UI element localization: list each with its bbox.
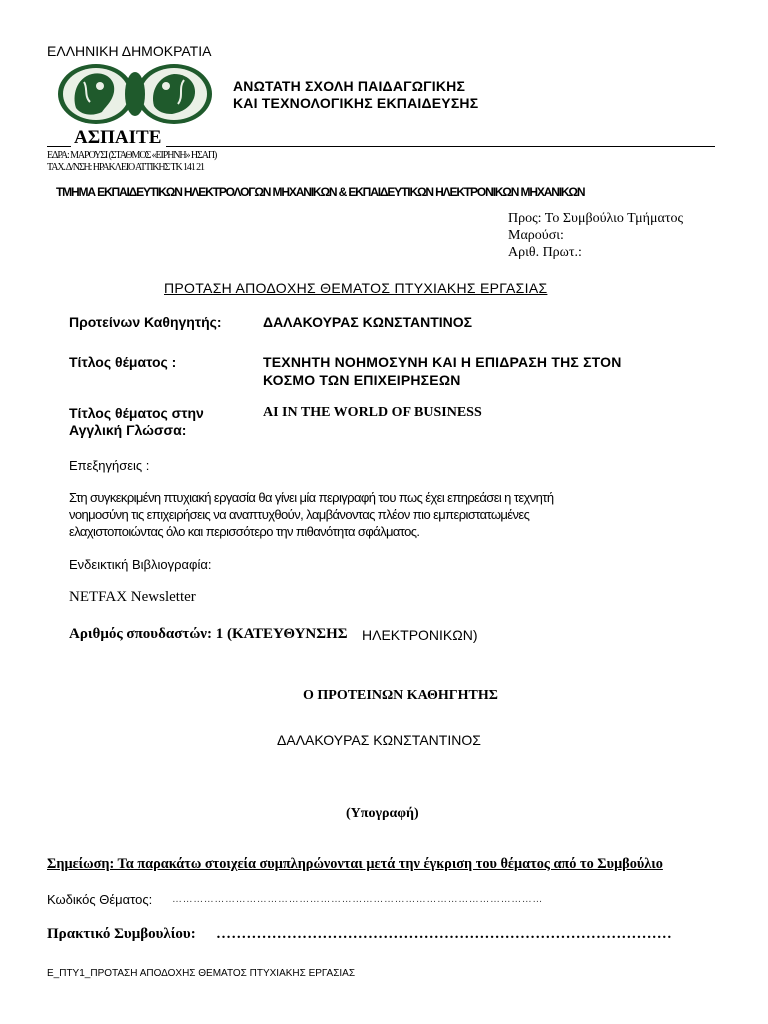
school-acronym: ΑΣΠΑΙΤΕ — [74, 127, 162, 148]
seat-address: ΕΔΡΑ: ΜΑΡΟΥΣΙ (ΣΤΑΘΜΟΣ «ΕΙΡΗΝΗ» ΗΣΑΠ) — [47, 150, 217, 161]
signature-role: Ο ΠΡΟΤΕΙΝΩΝ ΚΑΘΗΓΗΤΗΣ — [303, 688, 498, 703]
document-title: ΠΡΟΤΑΣΗ ΑΠΟΔΟΧΗΣ ΘΕΜΑΤΟΣ ΠΤΥΧΙΑΚΗΣ ΕΡΓΑΣΙΑΣ — [164, 280, 548, 296]
council-minutes-dots: ……………………………………………………………………………… — [216, 926, 672, 942]
protocol-number: Αριθ. Πρωτ.: — [508, 245, 582, 260]
bibliography-label: Ενδεικτική Βιβλιογραφία: — [69, 557, 212, 572]
council-minutes-label: Πρακτικό Συμβουλίου: — [47, 926, 196, 942]
bibliography-item: NETFAX Newsletter — [69, 589, 196, 605]
explanation-line: ελαχιστοποιώντας όλο και περισσότερο την πιθανότητα σφάλματος. — [69, 524, 420, 539]
note-text: Σημείωση: Τα παρακάτω στοιχεία συμπληρώνονται μετά την έγκριση του θέματος από το Συμβούλιο — [47, 856, 663, 872]
students-label: Αριθμός σπουδαστών: 1 (ΚΑΤΕΥΘΥΝΣΗΣ — [69, 626, 348, 642]
recipient-to: Προς: Το Συμβούλιο Τμήματος — [508, 211, 684, 226]
english-title-value: AI IN THE WORLD OF BUSINESS — [263, 405, 482, 420]
recipient-place: Μαρούσι: — [508, 228, 564, 243]
students-specialization: ΗΛΕΚΤΡΟΝΙΚΩΝ) — [362, 627, 478, 643]
footer-code: Ε_ΠΤΥ1_ΠΡΟΤΑΣΗ ΑΠΟΔΟΧΗΣ ΘΕΜΑΤΟΣ ΠΤΥΧΙΑΚΗΣ ΕΡΓΑΣΙΑΣ — [47, 968, 356, 979]
explanations-label: Επεξηγήσεις : — [69, 458, 150, 473]
thesis-title-line1: ΤΕΧΝΗΤΗ ΝΟΗΜΟΣΥΝΗ ΚΑΙ Η ΕΠΙΔΡΑΣΗ ΤΗΣ ΣΤΟΝ — [263, 354, 622, 370]
department-name: ΤΜΗΜΑ ΕΚΠΑΙΔΕΥΤΙΚΩΝ ΗΛΕΚΤΡΟΛΟΓΩΝ ΜΗΧΑΝΙΚΩΝ & ΕΚΠΑΙΔΕΥΤΙΚΩΝ ΗΛΕΚΤΡΟΝΙΚΩΝ ΜΗΧΑΝΙΚΩΝ — [56, 185, 585, 199]
english-title-label-line1: Τίτλος θέματος στην — [69, 405, 204, 421]
professor-label: Προτείνων Καθηγητής: — [69, 314, 222, 330]
signature-label: (Υπογραφή) — [346, 806, 419, 821]
thesis-title-label: Τίτλος θέματος : — [69, 354, 177, 370]
coin-emblem-logo — [54, 62, 216, 126]
postal-address: ΤΑΧ. Δ/ΝΣΗ: ΗΡΑΚΛΕΙΟ ΑΤΤΙΚΗΣ ΤΚ 141 21 — [47, 162, 204, 173]
thesis-title-line2: ΚΟΣΜΟ ΤΩΝ ΕΠΙΧΕΙΡΗΣΕΩΝ — [263, 372, 461, 388]
school-name-line1: ΑΝΩΤΑΤΗ ΣΧΟΛΗ ΠΑΙΔΑΓΩΓΙΚΗΣ — [233, 78, 466, 94]
republic-heading: ΕΛΛΗΝΙΚΗ ΔΗΜΟΚΡΑΤΙΑ — [47, 43, 212, 59]
header-rule-left — [47, 146, 71, 147]
school-name-line2: ΚΑΙ ΤΕΧΝΟΛΟΓΙΚΗΣ ΕΚΠΑΙΔΕΥΣΗΣ — [233, 95, 479, 111]
signature-name: ΔΑΛΑΚΟΥΡΑΣ ΚΩΝΣΤΑΝΤΙΝΟΣ — [277, 732, 481, 748]
explanation-line: Στη συγκεκριμένη πτυχιακή εργασία θα γίνει μία περιγραφή του πως έχει επηρεάσει η τεχνητή — [69, 490, 554, 505]
explanation-line: νοημοσύνη τις επιχειρήσεις να αναπτυχθούν, λαμβάνοντας πλέον πιο εμπεριστατωμένες — [69, 507, 530, 522]
topic-code-label: Κωδικός Θέματος: — [47, 892, 153, 907]
professor-value: ΔΑΛΑΚΟΥΡΑΣ ΚΩΝΣΤΑΝΤΙΝΟΣ — [263, 314, 473, 330]
header-rule-right — [166, 146, 715, 147]
topic-code-dots: …………………………………………………………………………………………… — [172, 894, 543, 905]
english-title-label-line2: Αγγλική Γλώσσα: — [69, 422, 187, 438]
